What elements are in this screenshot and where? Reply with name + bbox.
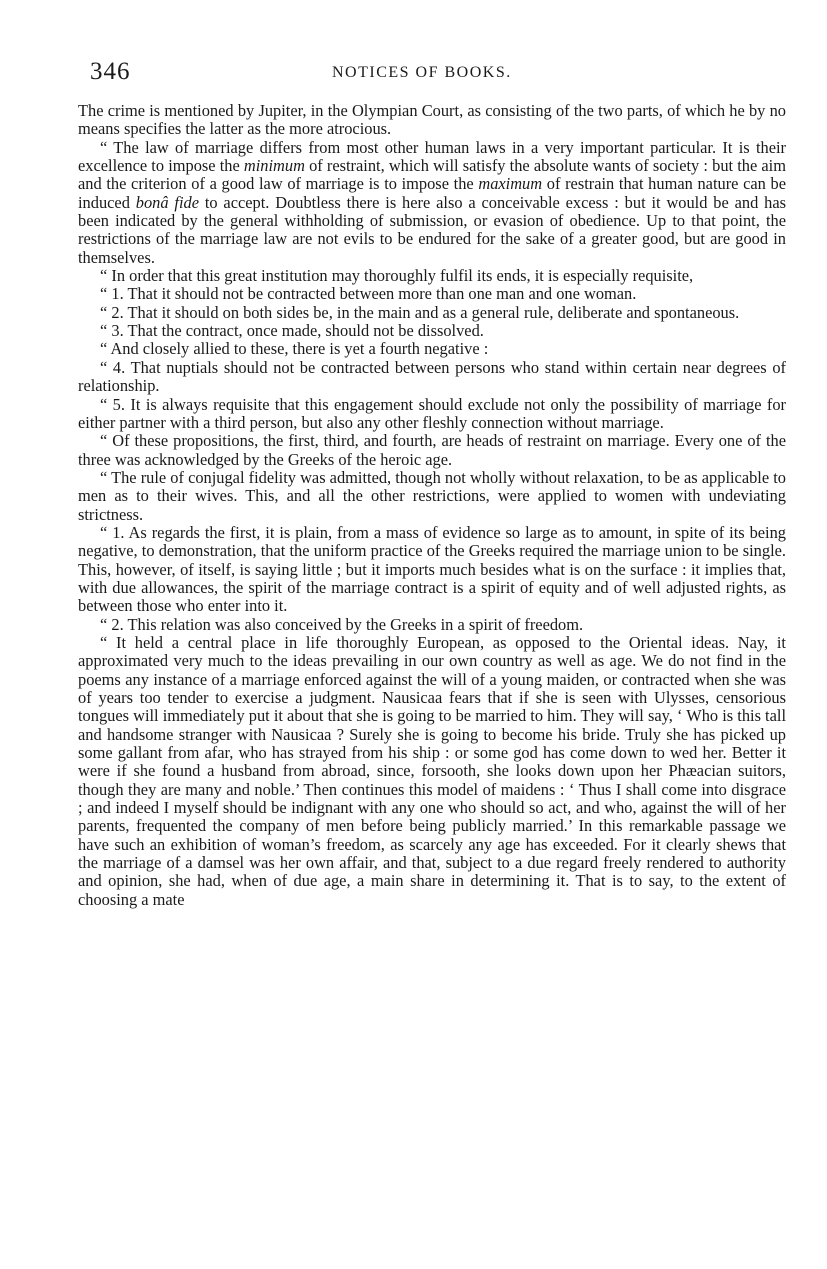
paragraph: “ Of these propositions, the first, third, and fourth, are heads of restraint on marriage. Every one of the three was acknowledged by the Greeks of the heroic age. [78,431,786,469]
running-title: NOTICES OF BOOKS. [332,64,512,81]
paragraph: “ 3. That the contract, once made, should not be dissolved. [100,321,484,341]
paragraph: “ 2. That it should on both sides be, in the main and as a general rule, deliberate and spontaneous. [100,302,740,322]
paragraph: “ 1. That it should not be contracted between more than one man and one woman. [100,284,637,304]
paragraph: “ And closely allied to these, there is yet a fourth negative : [100,339,489,359]
paragraph: “ 4. That nuptials should not be contracted between persons who stand within certain near degrees of relationship. [78,357,786,396]
paragraph: “ In order that this great institution may thoroughly fulfil its ends, it is especially requisite, [100,266,694,286]
paragraph: “ 5. It is always requisite that this engagement should exclude not only the possibility of marriage for either partner with a third person, but also any other fleshly connection without marriage. [78,394,786,432]
paragraph: The crime is mentioned by Jupiter, in the Olympian Court, as consisting of the two parts, of which he by no means specifies the latter as the more atrocious. [78,101,786,139]
book-page [78,58,786,909]
body-text [78,102,786,909]
running-head [78,58,786,92]
paragraph: “ The rule of conjugal fidelity was admitted, though not wholly without relaxation, to be as applicable to men as to their wives. This, and all the other restrictions, were applied to women with undeviating strictness. [78,467,786,524]
paragraph: “ 1. As regards the first, it is plain, from a mass of evidence so large as to amount, in spite of its being negative, to demonstration, that the uniform practice of the Greeks required the marriage union to be single. This, however, of itself, is saying little ; but it imports much besides what is on the surface : it implies that, with due allowances, the spirit of the marriage contract is a spirit of equity and of well adjusted rights, as between those who enter into it. [78,522,786,616]
paragraph: “ It held a central place in life thoroughly European, as opposed to the Oriental ideas. Nay, it approximated very much to the ideas prevailing in our own country as well as age. We do not find in the poems any instance of a marriage enforced against the will of a young maiden, or contracted when she was of years too tender to exercise a judgment. Nausicaa fears that if she is seen with Ulysses, censorious tongues will immediately put it about that she is going to be married to him. They will say, ‘ Who is this tall and handsome stranger with Nausicaa ? Surely she is going to become his bride. Truly she has picked up some gallant from afar, who has strayed from his ship : or some god has come down to wed her. Better it were if she found a husband from abroad, since, forsooth, she looks down upon her Phæacian suitors, though they are many and noble.’ Then continues this model of maidens : ‘ Thus I shall come into disgrace ; and indeed I myself should be indignant with any one who should so act, and who, against the will of her parents, frequented the company of men before being publicly married.’ In this remarkable passage we have such an exhibition of woman’s freedom, as scarcely any age has exceeded. For it clearly shews that the marriage of a damsel was her own affair, and that, subject to a due regard freely rendered to authority and opinion, she had, when of due age, a main share in determining it. That is to say, to the extent of choosing a mate [78,632,786,909]
paragraph: “ 2. This relation was also conceived by the Greeks in a spirit of freedom. [100,614,584,634]
page-number: 346 [90,58,131,85]
paragraph: “ The law of marriage differs from most other human laws in a very important particular. It is their excellence to impose the minimum of restraint, which will satisfy the absolute wants of society : but the aim and the criterion of a good law of marriage is to impose the maximum of restrain that human nature can be induced bonâ fide to accept. Doubtless there is here also a conceivable excess : but it would be and has been indicated by the general withholding of submission, or evasion of obedience. Up to that point, the restrictions of the marriage law are not evils to be endured for the sake of a greater good, but are good in themselves. [78,137,786,267]
